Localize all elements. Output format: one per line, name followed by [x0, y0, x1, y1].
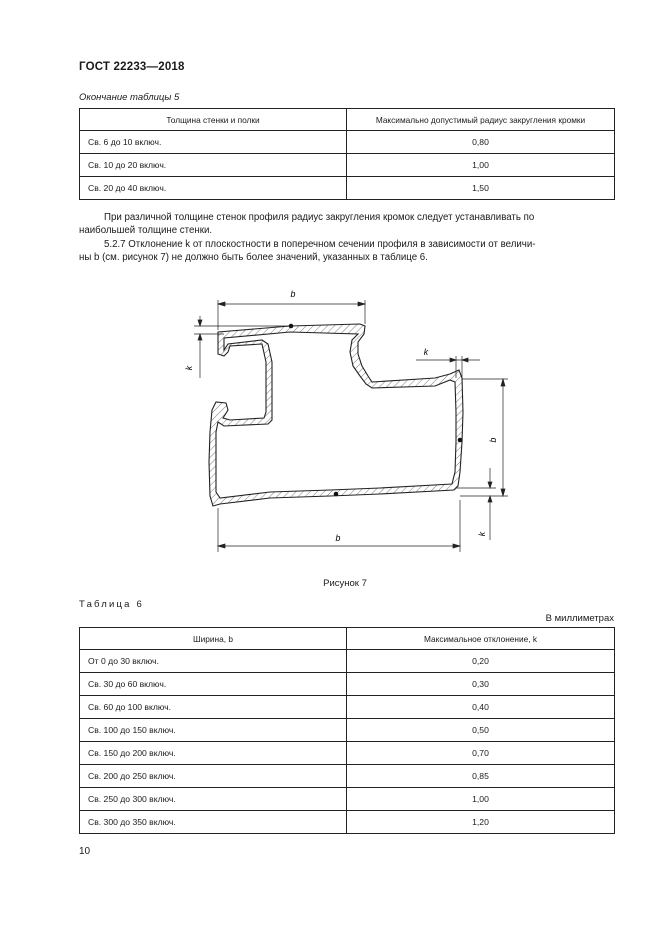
table5-cell-range: Св. 20 до 40 включ. [80, 177, 347, 200]
paragraph-line: 5.2.7 Отклонение k от плоскостности в поперечном сечении профиля в зависимости от величи- [104, 239, 536, 250]
table6-cell-range: Св. 250 до 300 включ. [80, 788, 347, 811]
table6-cell-range: Св. 150 до 200 включ. [80, 742, 347, 765]
table5-header-radius: Максимально допустимый радиус закругления кромки [347, 109, 615, 131]
paragraph-line: При различной толщине стенок профиля радиус закругления кромок следует устанавливать по [104, 212, 535, 223]
paragraph-5-2-7 [79, 238, 614, 264]
table5-cell-range: Св. 10 до 20 включ. [80, 154, 347, 177]
table5-header-thickness: Толщина стенки и полки [80, 109, 347, 131]
table6-cell-value: 0,20 [347, 650, 615, 673]
figure-caption: Рисунок 7 [323, 578, 367, 589]
table-row [80, 811, 615, 834]
table6-cell-value: 0,50 [347, 719, 615, 742]
dimension-b-bottom [218, 500, 460, 552]
table-row [80, 131, 615, 154]
table6-cell-value: 0,40 [347, 696, 615, 719]
table5-cell-value: 1,00 [347, 154, 615, 177]
table6-header-width: Ширина, b [80, 628, 347, 650]
table-row [80, 788, 615, 811]
table6-caption: Таблица 6 [79, 599, 144, 610]
table5 [79, 108, 615, 200]
table5-cell-range: Св. 6 до 10 включ. [80, 131, 347, 154]
table6-cell-range: От 0 до 30 включ. [80, 650, 347, 673]
paragraph-radius [79, 211, 614, 237]
table5-cell-value: 1,50 [347, 177, 615, 200]
table6-header-deviation: Максимальное отклонение, k [347, 628, 615, 650]
table5-cell-value: 0,80 [347, 131, 615, 154]
table6-cell-range: Св. 300 до 350 включ. [80, 811, 347, 834]
table-row [80, 742, 615, 765]
figure-7-profile-drawing [180, 282, 520, 562]
dimension-b-right [460, 379, 508, 496]
dimension-k-bottom-right [456, 468, 496, 540]
label-b-right: b [488, 437, 498, 443]
table-row [80, 154, 615, 177]
table6 [79, 627, 615, 834]
table6-cell-value: 1,00 [347, 788, 615, 811]
table-row [80, 673, 615, 696]
page-number: 10 [79, 846, 91, 857]
document-code: ГОСТ 22233—2018 [79, 61, 185, 73]
table6-cell-value: 0,85 [347, 765, 615, 788]
label-b-top: b [290, 289, 296, 299]
table6-units: В миллиметрах [545, 613, 614, 624]
dimension-k-left [194, 316, 290, 378]
table6-cell-range: Св. 60 до 100 включ. [80, 696, 347, 719]
table6-cell-value: 0,30 [347, 673, 615, 696]
label-b-bottom: b [335, 533, 341, 543]
paragraph-line: наибольшей толщине стенки. [79, 225, 213, 236]
table6-cell-range: Св. 30 до 60 включ. [80, 673, 347, 696]
table6-cell-range: Св. 100 до 150 включ. [80, 719, 347, 742]
reference-point [334, 492, 339, 497]
table-row [80, 765, 615, 788]
paragraph-line: ны b (см. рисунок 7) не должно быть более значений, указанных в таблице 6. [79, 252, 428, 263]
table6-cell-value: 1,20 [347, 811, 615, 834]
table6-cell-value: 0,70 [347, 742, 615, 765]
table5-caption: Окончание таблицы 5 [79, 92, 180, 103]
table6-cell-range: Св. 200 до 250 включ. [80, 765, 347, 788]
table-row [80, 177, 615, 200]
table-row [80, 719, 615, 742]
label-k-bottom-right: k [477, 531, 487, 537]
table-row [80, 650, 615, 673]
table-row [80, 696, 615, 719]
label-k-left: k [184, 365, 194, 371]
label-k-top-right: k [423, 347, 429, 357]
reference-point [458, 438, 463, 443]
